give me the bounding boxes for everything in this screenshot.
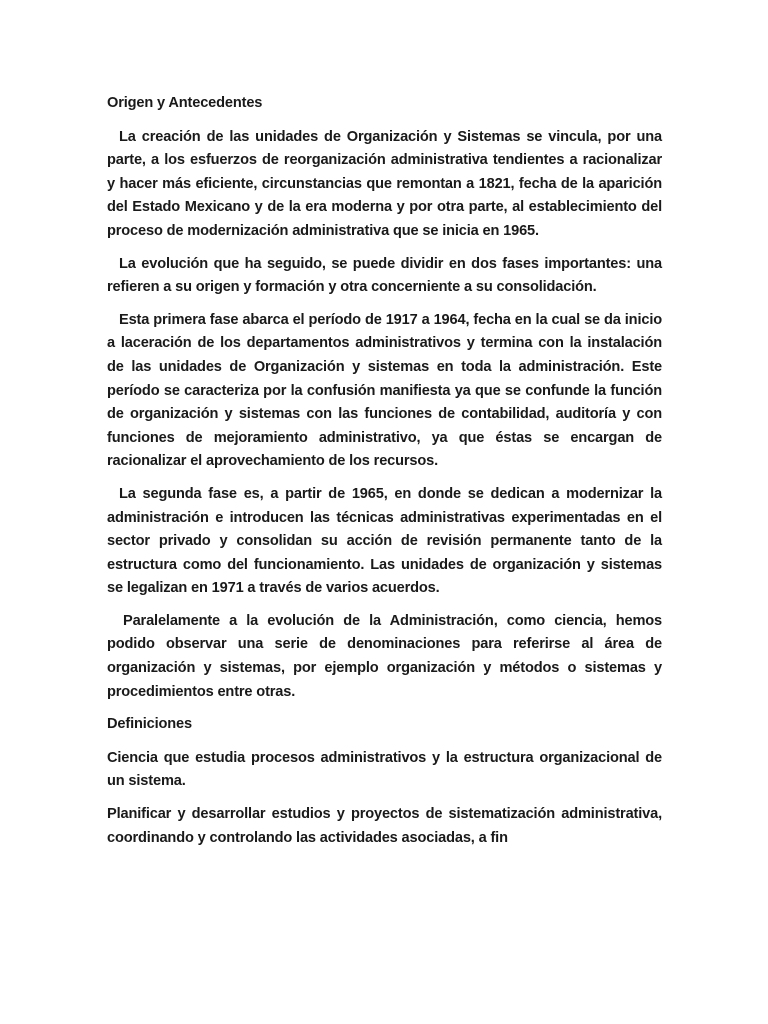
paragraph-creacion: La creación de las unidades de Organización y Sistemas se vincula, por una parte, a los esfuerzos de reorganización administrativa tendientes a racionalizar y hacer más eficiente, circunstancias que remontan a 1821, fecha de la aparición del Estado Mexicano y de la era moderna y por otra parte, al establecimiento del proceso de modernización administrativa que se inicia en 1965. (107, 128, 662, 239)
paragraph-segunda-fase: La segunda fase es, a partir de 1965, en donde se dedican a modernizar la administración e introducen las técnicas administrativas experimentadas en el sector privado y consolidan su acción de revisión permanente tanto de la estructura como del funcionamiento. Las unidades de organización y sistemas se legalizan en 1971 a través de varios acuerdos. (107, 485, 662, 597)
section-heading-origen: Origen y Antecedentes (107, 95, 263, 111)
section-heading-definiciones: Definiciones (107, 716, 192, 733)
document-body (107, 92, 662, 859)
definition-planificar: Planificar y desarrollar estudios y proyectos de sistematización administrativa, coordinando y controlando las actividades asociadas, a fin (107, 806, 662, 846)
definition-ciencia: Ciencia que estudia procesos administrativos y la estructura organizacional de un sistema. (107, 749, 662, 790)
paragraph-primera-fase: Esta primera fase abarca el período de 1917 a 1964, fecha en la cual se da inicio a laceración de los departamentos administrativos y termina con la instalación de las unidades de Organización y sistemas en toda la administración. Este período se caracteriza por la confusión manifiesta ya que se confunde la función de organización y sistemas con las funciones de contabilidad, auditoría y con funciones de mejoramiento administrativo, ya que éstas se encargan de racionalizar el aprovechamiento de los recursos. (107, 311, 662, 470)
paragraph-evolucion: La evolución que ha seguido, se puede dividir en dos fases importantes: una refieren a su origen y formación y otra concerniente a su consolidación. (107, 255, 662, 296)
paragraph-paralelamente: Paralelamente a la evolución de la Administración, como ciencia, hemos podido observar una serie de denominaciones para referirse al área de organización y sistemas, por ejemplo organización y métodos o sistemas y procedimientos entre otras. (107, 612, 662, 700)
